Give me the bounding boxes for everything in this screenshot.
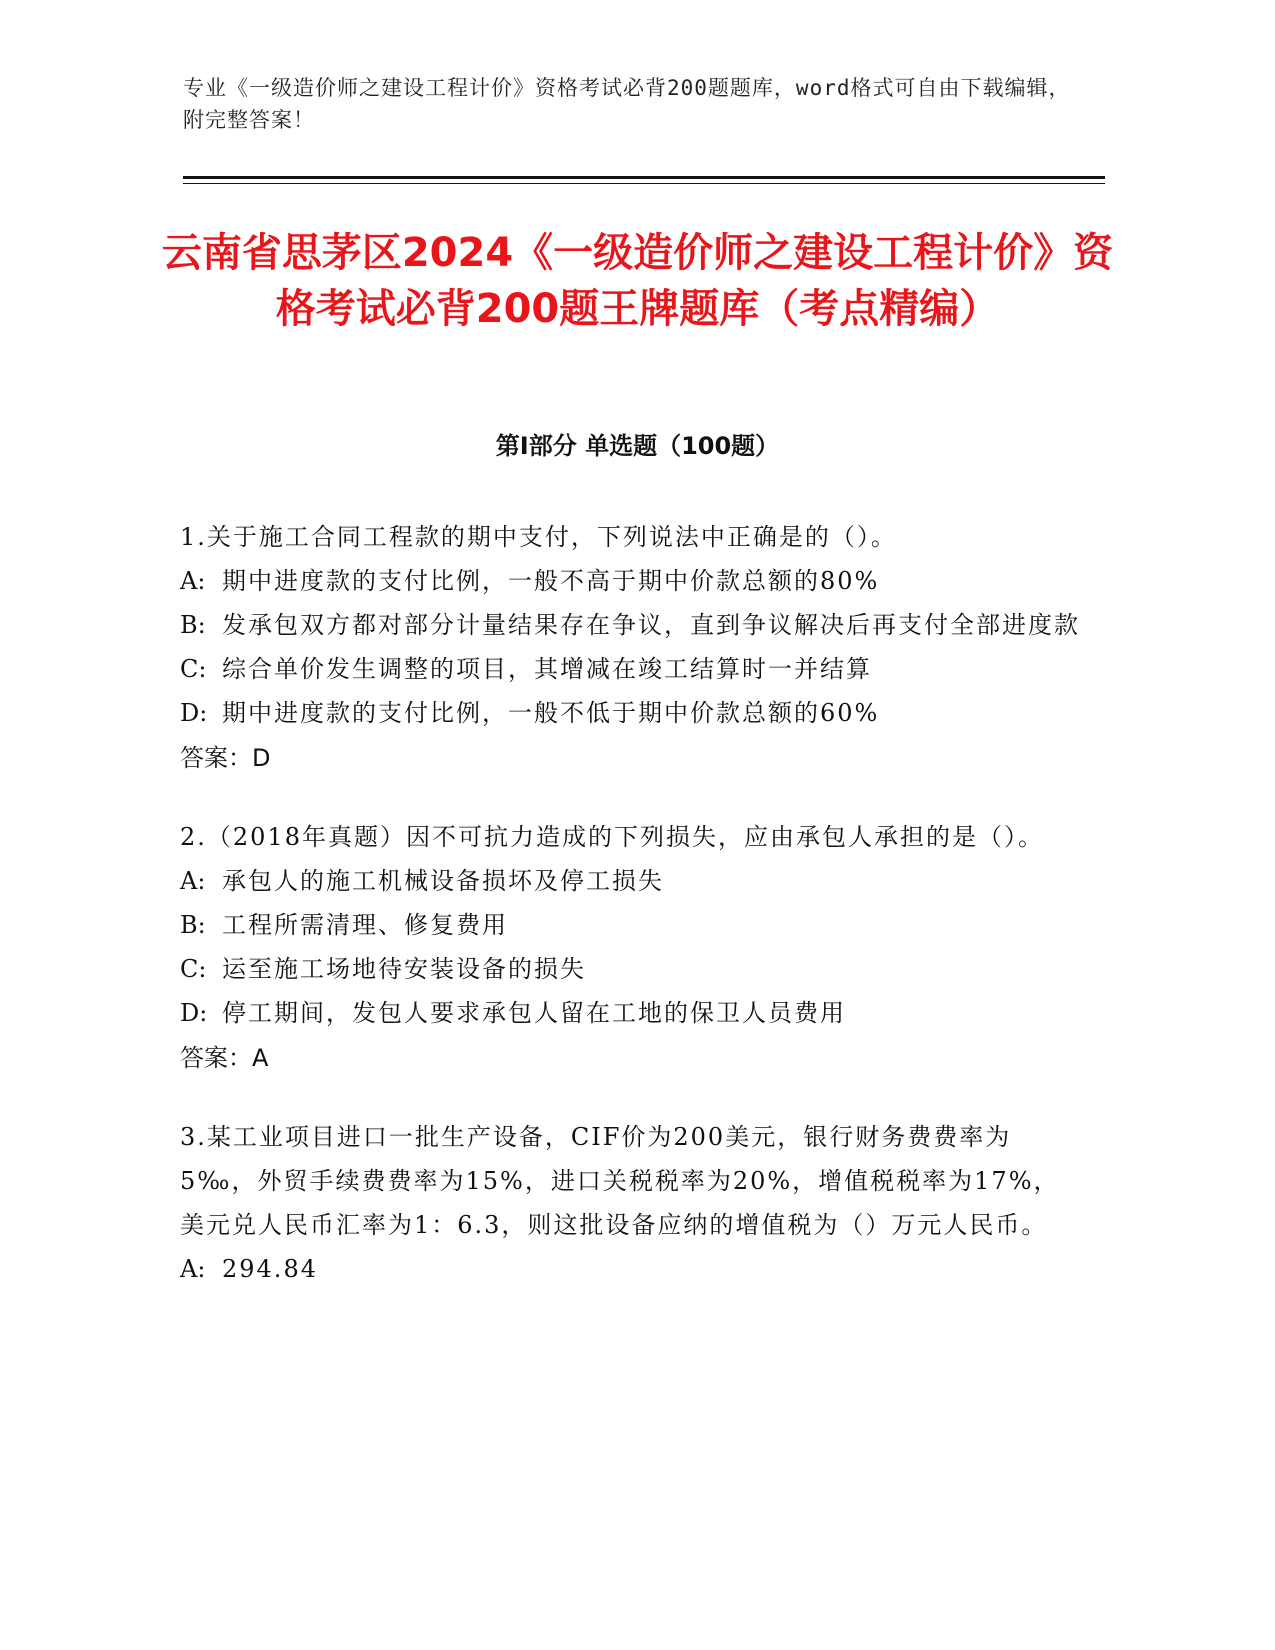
answer-line: 答案：A: [180, 1044, 269, 1072]
option-text: 期中进度款的支付比例，一般不高于期中价款总额的80%: [222, 567, 880, 595]
option-c: [180, 647, 1080, 691]
option-label: A:: [180, 867, 206, 895]
option-d: [180, 691, 1080, 735]
question-stem: 3.某工业项目进口一批生产设备，CIF价为200美元，银行财务费费率为5‰，外贸手续费费率为15%，进口关税税率为20%，增值税税率为17%，美元兑人民币汇率为1：6.3，则这批设备应纳的增值税为（）万元人民币。: [180, 1123, 1060, 1239]
question-stem: 1.关于施工合同工程款的期中支付，下列说法中正确是的（）。: [180, 523, 897, 551]
option-label: D:: [180, 999, 208, 1027]
option-text: 发承包双方都对部分计量结果存在争议，直到争议解决后再支付全部进度款: [222, 611, 1080, 639]
header-rule-thick: [183, 176, 1105, 179]
option-text: 294.84: [222, 1255, 318, 1283]
option-text: 运至施工场地待安装设备的损失: [222, 955, 586, 983]
option-label: C:: [180, 955, 207, 983]
question-3: [180, 1115, 1080, 1291]
option-b: [180, 603, 1080, 647]
option-text: 综合单价发生调整的项目，其增减在竣工结算时一并结算: [222, 655, 872, 683]
option-label: D:: [180, 699, 208, 727]
question-stem: 2.（2018年真题）因不可抗力造成的下列损失，应由承包人承担的是（）。: [180, 823, 1044, 851]
answer-line: 答案：D: [180, 744, 271, 772]
option-b: [180, 903, 1080, 947]
option-a: [180, 1247, 1080, 1291]
question-1: [180, 515, 1080, 781]
option-a: [180, 559, 1080, 603]
header-rule-thin: [183, 183, 1105, 184]
option-label: B:: [180, 611, 206, 639]
option-text: 期中进度款的支付比例，一般不低于期中价款总额的60%: [222, 699, 880, 727]
option-c: [180, 947, 1080, 991]
option-label: A:: [180, 567, 206, 595]
section-title: 第I部分 单选题（100题）: [495, 432, 780, 460]
option-label: B:: [180, 911, 206, 939]
option-d: [180, 991, 1080, 1035]
option-label: A:: [180, 1255, 206, 1283]
option-a: [180, 859, 1080, 903]
header-note: 专业《一级造价师之建设工程计价》资格考试必背200题题库，word格式可自由下载编辑，附完整答案！: [183, 76, 1071, 132]
option-text: 停工期间，发包人要求承包人留在工地的保卫人员费用: [222, 999, 846, 1027]
question-2: [180, 815, 1080, 1081]
option-text: 承包人的施工机械设备损坏及停工损失: [222, 867, 664, 895]
question-list: [180, 515, 1080, 1325]
document-title: 云南省思茅区2024《一级造价师之建设工程计价》资格考试必背200题王牌题库（考点精编）: [161, 230, 1114, 332]
option-label: C:: [180, 655, 207, 683]
option-text: 工程所需清理、修复费用: [222, 911, 508, 939]
